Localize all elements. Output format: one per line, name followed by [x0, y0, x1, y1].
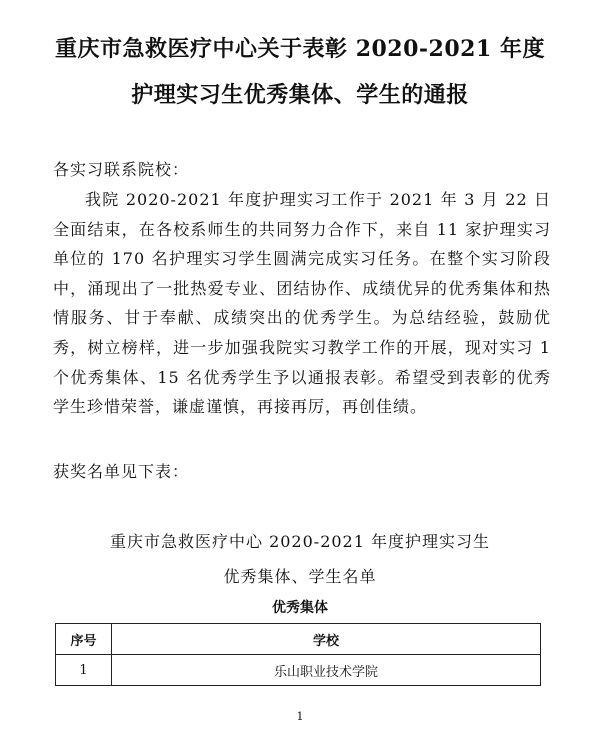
- document-title-line-2: 护理实习生优秀集体、学生的通报: [131, 82, 469, 108]
- table-row: [56, 655, 541, 686]
- page-number: 1: [296, 710, 304, 723]
- table-header-row: [56, 624, 541, 655]
- section-title: 优秀集体: [272, 600, 328, 616]
- table-header-cell: 学校: [112, 624, 541, 655]
- table-header-cell: 序号: [56, 624, 112, 655]
- body-paragraph: 我院 2020-2021 年度护理实习工作于 2021 年 3 月 22 日全面结束，在各校系师生的共同努力合作下，来自 11 家护理实习单位的 170 名护理实习学生圆满完成实习任务。在整个实习阶段中，涌现出了一批热爱专业、团结协作、成绩优异的优秀集体和热情服务、甘于奉献、成绩突出的优秀学生。为总结经验，鼓励优秀，树立榜样，进一步加强我院实习教学工作的开展，现对实习 1 个优秀集体、15 名优秀学生予以通报表彰。希望受到表彰的优秀学生珍惜荣誉，谦虚谨慎，再接再厉，再创佳绩。: [53, 190, 551, 417]
- table-cell: 乐山职业技术学院: [112, 655, 541, 686]
- award-table: [55, 623, 541, 686]
- salutation: 各实习联系院校：: [53, 160, 190, 179]
- table-cell: 1: [56, 655, 112, 686]
- table-title-line-2: 优秀集体、学生名单: [223, 567, 377, 586]
- list-intro: 获奖名单见下表：: [53, 462, 190, 481]
- document-title-line-1: 重庆市急救医疗中心关于表彰 2020-2021 年度: [55, 36, 545, 62]
- table-title-line-1: 重庆市急救医疗中心 2020-2021 年度护理实习生: [109, 532, 491, 551]
